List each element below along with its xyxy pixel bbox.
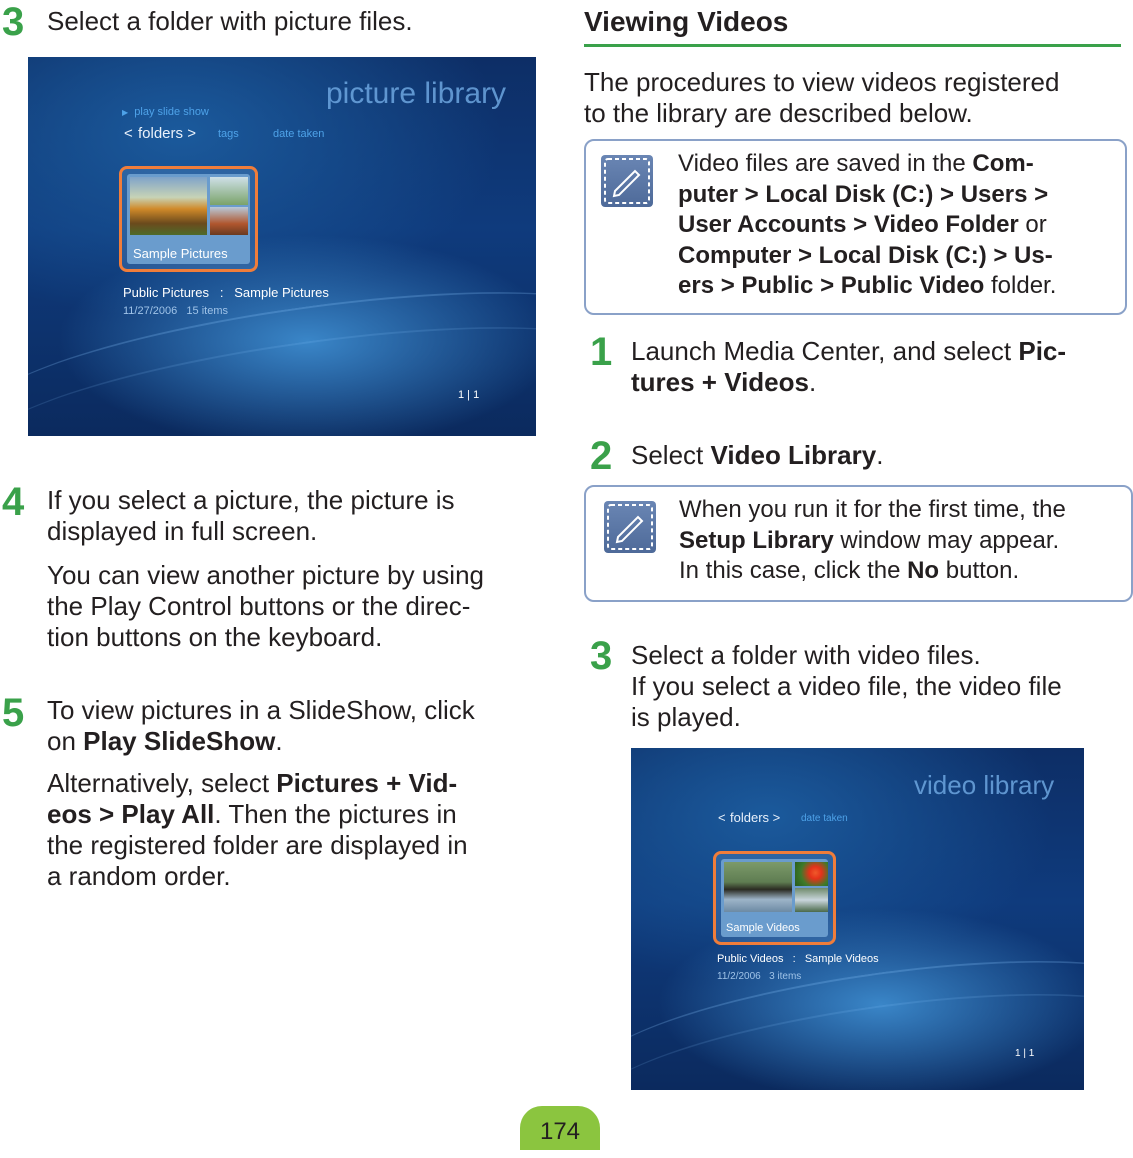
video-library-screenshot xyxy=(631,748,1084,1090)
video-folder-info: 11/2/2006 3 items xyxy=(717,971,802,982)
landscape-thumbnail-2 xyxy=(210,207,248,235)
video-folder-path: Public Videos : Sample Videos xyxy=(717,953,879,965)
step-5-para2-line-1: Alternatively, select Pictures + Vid- xyxy=(47,768,458,798)
video-nav-folders[interactable]: folders > xyxy=(730,810,781,825)
note-2-line-1: When you run it for the first time, the xyxy=(679,496,1066,523)
note-1-text xyxy=(678,149,1056,302)
nav-folders[interactable]: folders > xyxy=(138,125,196,142)
step-4-para2-line-3: tion buttons on the keyboard. xyxy=(47,622,383,652)
step-1-line-1: Launch Media Center, and select Pic- xyxy=(631,336,1067,366)
picture-library-screenshot xyxy=(28,57,536,436)
video-pager: 1 | 1 xyxy=(1015,1048,1035,1059)
step-3-text: Select a folder with picture files. xyxy=(47,6,413,36)
note-2-text xyxy=(679,495,1066,587)
note-2-line-3: In this case, click the No button. xyxy=(679,557,1020,584)
intro-line-2: to the library are described below. xyxy=(584,98,973,128)
step-3b-line-3: is played. xyxy=(631,702,741,732)
video-library-title: video library xyxy=(914,770,1055,800)
step-1-number: 1 xyxy=(590,330,613,374)
page-number: 174 xyxy=(520,1106,600,1150)
landscape-thumbnail-1 xyxy=(210,177,248,205)
note-pencil-icon-2 xyxy=(604,501,656,553)
back-chevron[interactable]: < xyxy=(124,125,133,142)
step-2-number: 2 xyxy=(590,434,613,478)
note-1-line-3: User Accounts > Video Folder or xyxy=(678,211,1047,238)
step-2-text: Select Video Library. xyxy=(631,440,884,470)
note-pencil-icon xyxy=(601,155,653,207)
step-1-line-2: tures + Videos. xyxy=(631,367,817,397)
folder-label-sample-videos: Sample Videos xyxy=(726,922,800,934)
step-5-paragraph-2 xyxy=(47,768,468,892)
step-4-number: 4 xyxy=(2,480,25,524)
intro-line-1: The procedures to view videos registered xyxy=(584,67,1060,97)
sample-videos-folder[interactable] xyxy=(713,851,836,945)
nav-date-taken[interactable]: date taken xyxy=(273,128,325,140)
picture-pager: 1 | 1 xyxy=(458,389,480,401)
step-5-para2-line-4: a random order. xyxy=(47,861,231,891)
picture-library-title: picture library xyxy=(326,77,507,110)
note-1-line-1: Video files are saved in the Com- xyxy=(678,150,1034,177)
step-5-para2-line-3: the registered folder are displayed in xyxy=(47,830,468,860)
step-3b-line-1: Select a folder with video files. xyxy=(631,640,981,670)
step-5-text xyxy=(47,695,475,757)
step-3-number: 3 xyxy=(2,0,25,44)
note-2-line-2: Setup Library window may appear. xyxy=(679,526,1060,554)
step-5-number: 5 xyxy=(2,691,25,735)
note-1-line-5: ers > Public > Public Video folder. xyxy=(678,272,1057,299)
step-3b-text xyxy=(631,640,1062,733)
autumn-tree-thumbnail xyxy=(130,177,207,235)
step-5-para2-line-2: eos > Play All. Then the pictures in xyxy=(47,799,457,829)
play-slide-show-label: play slide show xyxy=(134,106,209,118)
note-1-line-2: puter > Local Disk (C:) > Users > xyxy=(678,180,1049,208)
picture-folder-path: Public Pictures : Sample Pictures xyxy=(123,285,329,300)
waterfall-thumbnail xyxy=(795,888,828,912)
step-1-text xyxy=(631,336,1066,398)
folder-label-sample-pictures: Sample Pictures xyxy=(133,246,228,261)
intro-text xyxy=(584,67,1059,129)
note-box-setup-library xyxy=(584,485,1133,602)
step-5-line-1: To view pictures in a SlideShow, click xyxy=(47,695,475,725)
nav-tags[interactable]: tags xyxy=(218,128,239,140)
play-slide-show-link[interactable] xyxy=(122,106,209,118)
video-library-term: Video Library xyxy=(710,440,877,470)
step-4-para2-line-1: You can view another picture by using xyxy=(47,560,484,590)
play-icon: ▶ xyxy=(122,108,129,117)
step-4-text xyxy=(47,485,455,547)
step-4-para2-line-2: the Play Control buttons or the direc- xyxy=(47,591,471,621)
heading-rule xyxy=(584,44,1121,47)
sample-pictures-folder[interactable] xyxy=(119,166,258,272)
step-5-line-2: on Play SlideShow. xyxy=(47,726,283,756)
section-heading: Viewing Videos xyxy=(584,6,789,37)
step-3b-number: 3 xyxy=(590,634,613,678)
picture-folder-info: 11/27/2006 15 items xyxy=(123,305,228,317)
video-back-chevron[interactable]: < xyxy=(718,810,726,825)
step-4-line-1: If you select a picture, the picture is xyxy=(47,485,455,515)
video-nav-date-taken[interactable]: date taken xyxy=(801,813,848,824)
note-1-line-4: Computer > Local Disk (C:) > Us- xyxy=(678,241,1053,269)
step-4-line-2: displayed in full screen. xyxy=(47,516,318,546)
note-box-video-location xyxy=(584,139,1127,315)
step-4-paragraph-2 xyxy=(47,560,484,653)
step-3b-line-2: If you select a video file, the video file xyxy=(631,671,1062,701)
play-slideshow-term: Play SlideShow xyxy=(83,726,276,756)
flower-thumbnail xyxy=(795,862,828,886)
bear-river-thumbnail xyxy=(724,862,792,912)
